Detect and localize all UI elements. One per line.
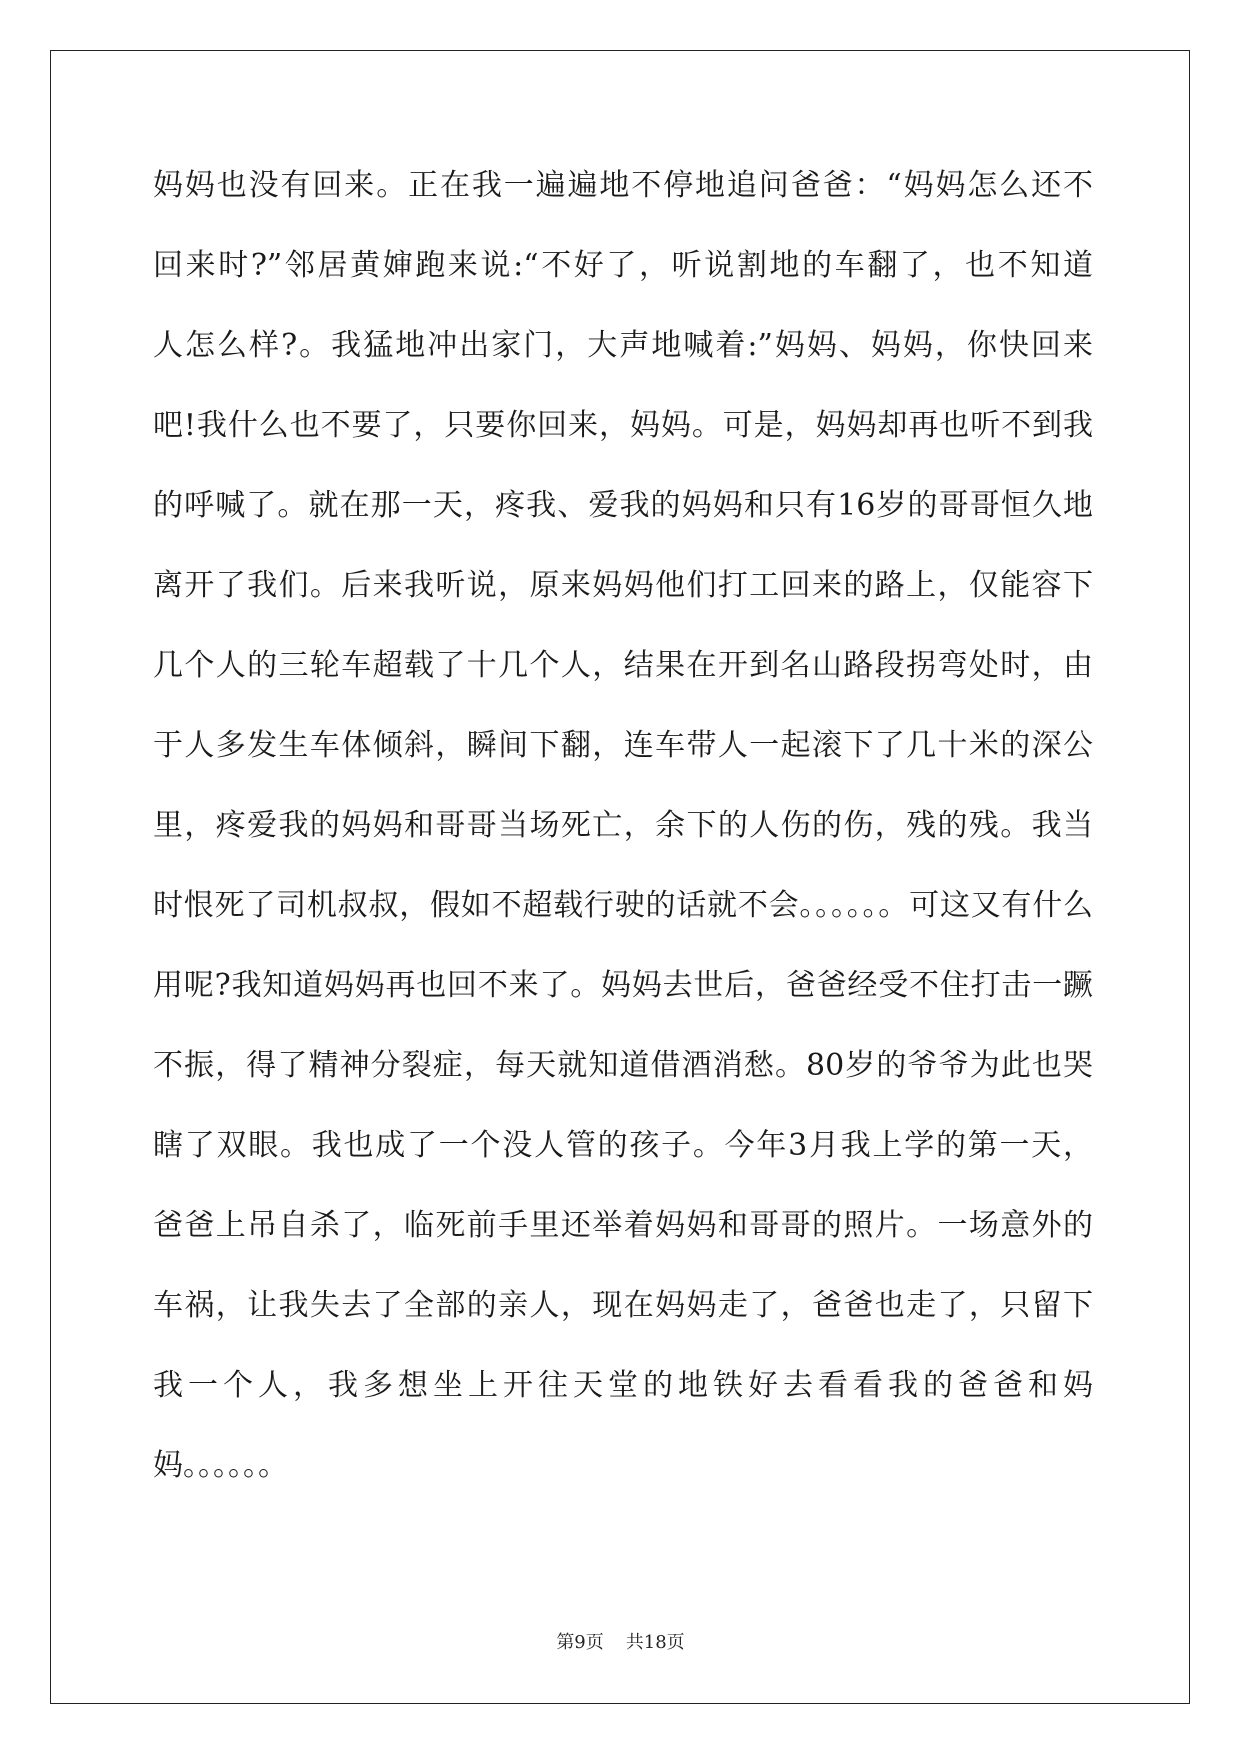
text-line: 回来时?”邻居黄婶跑来说:“不好了，听说割地的车翻了，也不知道 bbox=[153, 248, 1093, 283]
text-line: 离开了我们。后来我听说，原来妈妈他们打工回来的路上，仅能容下 bbox=[153, 568, 1093, 603]
text-line: 吧!我什么也不要了，只要你回来，妈妈。可是，妈妈却再也听不到我 bbox=[153, 408, 1093, 443]
text-line: 我一个人，我多想坐上开往天堂的地铁好去看看我的爸爸和妈 bbox=[153, 1368, 1093, 1403]
body-text bbox=[153, 158, 1093, 1518]
text-line: 里，疼爱我的妈妈和哥哥当场死亡，余下的人伤的伤，残的残。我当 bbox=[153, 808, 1093, 843]
text-line: 的呼喊了。就在那一天，疼我、爱我的妈妈和只有16岁的哥哥恒久地 bbox=[153, 488, 1093, 523]
text-line: 时恨死了司机叔叔，假如不超载行驶的话就不会。。。。。。可这又有什么 bbox=[153, 888, 1093, 923]
text-line: 车祸，让我失去了全部的亲人，现在妈妈走了，爸爸也走了，只留下 bbox=[153, 1288, 1093, 1323]
text-line: 瞎了双眼。我也成了一个没人管的孩子。今年3月我上学的第一天， bbox=[153, 1128, 1093, 1163]
page-number: 第9页 bbox=[556, 1632, 604, 1653]
page-footer bbox=[0, 1628, 1241, 1654]
text-line: 不振，得了精神分裂症，每天就知道借酒消愁。80岁的爷爷为此也哭 bbox=[153, 1048, 1093, 1083]
text-line: 于人多发生车体倾斜，瞬间下翻，连车带人一起滚下了几十米的深公 bbox=[153, 728, 1093, 763]
text-line: 几个人的三轮车超载了十几个人，结果在开到名山路段拐弯处时，由 bbox=[153, 648, 1093, 683]
text-line: 爸爸上吊自杀了，临死前手里还举着妈妈和哥哥的照片。一场意外的 bbox=[153, 1208, 1093, 1243]
text-line: 妈妈也没有回来。正在我一遍遍地不停地追问爸爸：“妈妈怎么还不 bbox=[153, 168, 1093, 203]
text-line: 妈。。。。。。 bbox=[153, 1448, 288, 1483]
page-total: 共18页 bbox=[625, 1632, 685, 1653]
text-line: 人怎么样?。我猛地冲出家门，大声地喊着:”妈妈、妈妈，你快回来 bbox=[153, 328, 1093, 363]
text-line: 用呢?我知道妈妈再也回不来了。妈妈去世后，爸爸经受不住打击一蹶 bbox=[153, 968, 1093, 1003]
